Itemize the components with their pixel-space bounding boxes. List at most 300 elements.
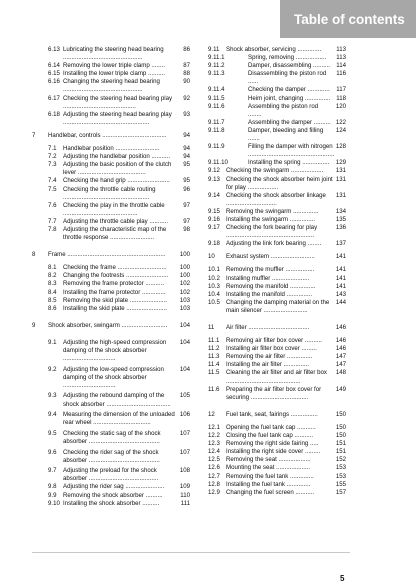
toc-right-column: [208, 46, 346, 497]
toc-entry-title: Removing the lower triple clamp: [63, 62, 150, 70]
toc-entry-number: 7.7: [48, 217, 57, 225]
toc-entry-number: 7.1: [48, 145, 57, 153]
toc-entry[interactable]: [32, 153, 190, 161]
toc-entry-page: 146: [335, 324, 346, 331]
toc-entry[interactable]: [32, 289, 190, 297]
toc-entry-number: 10.2: [208, 274, 220, 282]
toc-entry-page: 134: [335, 207, 346, 215]
toc-entry-number: 10.4: [208, 290, 220, 298]
toc-entry-page: 111: [180, 499, 190, 507]
toc-leader-dots: ......: [248, 78, 259, 86]
toc-entry[interactable]: [208, 432, 346, 440]
toc-entry-title: Adjusting the handlebar position: [63, 153, 150, 161]
toc-entry-page: 124: [335, 126, 346, 134]
toc-entry-title: Installing the shock absorber: [63, 499, 141, 507]
toc-leader-dots: ...........: [151, 153, 171, 161]
header-banner: [280, 0, 416, 38]
toc-entry-title: Removing the seat: [226, 456, 277, 464]
toc-entry-number: 8.6: [48, 304, 57, 312]
toc-entry-title: Preparing the air filter box cover for securing: [226, 385, 322, 401]
toc-entry[interactable]: [32, 111, 190, 127]
toc-entry-title: Checking the hand grip: [63, 177, 126, 185]
toc-entry-number: 11.2: [208, 345, 220, 353]
toc-leader-dots: ......................: [271, 274, 310, 282]
toc-entry-title: Changing the footrests: [63, 272, 125, 280]
toc-entry-page: 147: [335, 361, 346, 369]
toc-entry[interactable]: [32, 264, 190, 272]
toc-entry[interactable]: [32, 322, 190, 330]
toc-entry-title: Adjusting the low-speed compression damping of the shock absorber: [63, 365, 164, 381]
toc-entry[interactable]: [208, 353, 346, 361]
toc-leader-dots: ...............................................: [63, 54, 143, 62]
toc-entry-number: 12.3: [208, 440, 220, 448]
toc-leader-dots: ....................: [276, 464, 311, 472]
toc-entry-page: 141: [335, 266, 346, 274]
toc-entry-title: Installing the right side cover: [226, 448, 304, 456]
toc-leader-dots: ..............: [141, 288, 166, 296]
toc-entry[interactable]: [208, 448, 346, 456]
toc-leader-dots: .........: [304, 448, 321, 456]
toc-entry[interactable]: [208, 266, 346, 274]
toc-entry[interactable]: [208, 253, 346, 261]
toc-leader-dots: ..................: [247, 183, 279, 191]
toc-entry-page: 153: [335, 464, 346, 472]
toc-entry-title: Disassembling the piston rod: [248, 70, 327, 78]
toc-entry-page: 131: [335, 167, 346, 175]
toc-entry-title: Removing the manifold: [226, 282, 289, 290]
toc-entry[interactable]: [208, 386, 346, 402]
toc-entry[interactable]: [32, 78, 190, 94]
toc-entry-page: 141: [335, 282, 346, 290]
toc-leader-dots: ..........................................: [88, 437, 160, 445]
toc-entry-page: 93: [183, 110, 190, 118]
toc-leader-dots: ...............: [286, 353, 313, 361]
toc-entry-page: 95: [183, 177, 190, 185]
toc-entry-page: 136: [335, 224, 346, 232]
toc-entry-page: 97: [183, 217, 190, 225]
toc-entry-number: 12.2: [208, 432, 220, 440]
toc-entry[interactable]: [208, 62, 346, 70]
toc-entry-number: 6.14: [48, 62, 60, 70]
toc-entry-page: 102: [179, 288, 190, 296]
toc-entry-title: Installing the skid plate: [63, 304, 125, 312]
toc-entry-title: Adjusting the rider sag: [63, 483, 124, 491]
toc-left-column: [32, 46, 190, 508]
toc-entry[interactable]: [32, 366, 190, 390]
toc-leader-dots: ........: [248, 110, 262, 118]
toc-entry-page: 110: [180, 491, 190, 499]
toc-entry-title: Heim joint, changing: [248, 94, 304, 102]
toc-entry[interactable]: [208, 324, 346, 332]
toc-entry[interactable]: [208, 464, 346, 472]
toc-leader-dots: ..........: [304, 337, 322, 345]
toc-entry-page: 131: [335, 175, 346, 183]
toc-leader-dots: ...............................: [63, 381, 116, 389]
toc-entry-page: 104: [179, 365, 190, 373]
toc-entry-number: 9.11.6: [208, 102, 225, 110]
toc-entry[interactable]: [208, 299, 346, 315]
toc-entry-page: 146: [335, 337, 346, 345]
toc-leader-dots: ......................: [129, 296, 167, 304]
toc-entry-title: Adjusting the high-speed compression damping of the shock absorber: [63, 338, 167, 354]
toc-entry[interactable]: [32, 449, 190, 465]
toc-entry-number: 12.7: [208, 472, 220, 480]
toc-entry[interactable]: [32, 392, 190, 408]
toc-entry-title: Adjusting the rebound damping of the shock absorber: [63, 392, 165, 408]
toc-entry-title: Damper, disassembling: [248, 62, 312, 70]
toc-entry-number: 9.12: [208, 167, 220, 175]
toc-leader-dots: ................: [302, 159, 330, 167]
toc-entry[interactable]: [208, 176, 346, 192]
toc-entry-page: 107: [179, 448, 190, 456]
toc-entry-page: 114: [336, 62, 346, 70]
toc-entry-number: 7: [32, 131, 36, 139]
toc-entry[interactable]: [208, 337, 346, 345]
toc-entry-title: Opening the fuel tank cap: [226, 423, 296, 431]
toc-entry-page: 157: [335, 488, 346, 496]
toc-entry-page: 88: [183, 70, 190, 78]
toc-entry-title: Damper, bleeding and filling: [248, 126, 324, 134]
footer-divider: [32, 552, 350, 553]
toc-entry-page: 97: [183, 201, 190, 209]
toc-entry-number: 9.11.7: [208, 118, 225, 126]
toc-entry-page: 92: [183, 94, 190, 102]
toc-entry-title: Checking the shock absorber linkage: [226, 191, 326, 199]
toc-entry[interactable]: [32, 251, 190, 259]
toc-entry[interactable]: [208, 473, 346, 481]
toc-entry-number: 9.11.5: [208, 94, 225, 102]
toc-entry-number: 8: [32, 251, 36, 259]
toc-entry[interactable]: [208, 283, 346, 291]
toc-entry-page: 146: [335, 345, 346, 353]
toc-entry-title: Installing the fuel tank: [226, 480, 285, 488]
toc-leader-dots: .............................: [117, 264, 167, 272]
toc-entry-title: Removing the shock absorber: [63, 491, 144, 499]
toc-entry[interactable]: [208, 489, 346, 497]
toc-entry-title: Removing air filter box cover: [226, 337, 304, 345]
toc-entry[interactable]: [208, 208, 346, 216]
toc-leader-dots: ....................................: [248, 324, 310, 331]
toc-leader-dots: ..............: [290, 472, 314, 480]
toc-entry-title: Lubricating the steering head bearing: [63, 46, 164, 53]
page-number: 5: [340, 574, 345, 583]
toc-entry-page: 104: [179, 338, 190, 346]
toc-entry-page: 107: [179, 429, 190, 437]
toc-entry-page: 116: [336, 70, 346, 78]
toc-entry[interactable]: [208, 411, 346, 419]
toc-leader-dots: ...........: [295, 488, 315, 496]
toc-entry[interactable]: [32, 280, 190, 288]
toc-entry[interactable]: [32, 186, 190, 202]
toc-entry-title: Adjusting the preload for the shock absorber: [63, 467, 157, 483]
toc-entry-page: 150: [335, 432, 346, 440]
toc-entry[interactable]: [208, 291, 346, 299]
toc-entry-number: 12.8: [208, 480, 220, 488]
toc-entry-number: 11.6: [208, 385, 220, 393]
toc-entry-title: Checking the steering head bearing play: [63, 94, 173, 102]
toc-leader-dots: ..........................: [270, 253, 315, 261]
toc-entry[interactable]: [208, 424, 346, 432]
toc-entry-title: Checking the frame: [63, 264, 116, 272]
toc-entry-title: Assembling the damper: [248, 118, 313, 126]
toc-entry-title: Handlebar, controls: [48, 131, 101, 139]
toc-entry[interactable]: [32, 132, 190, 140]
toc-entry[interactable]: [32, 483, 190, 491]
toc-entry[interactable]: [208, 54, 346, 62]
toc-entry-number: 6.17: [48, 94, 60, 102]
toc-leader-dots: ........: [151, 62, 165, 70]
toc-leader-dots: ......................................: [106, 400, 171, 408]
toc-entry[interactable]: [32, 297, 190, 305]
toc-leader-dots: ...........................: [121, 321, 168, 329]
toc-entry-page: 152: [335, 456, 346, 464]
toc-entry[interactable]: [32, 46, 190, 62]
toc-entry-number: 9.17: [208, 224, 220, 232]
toc-entry-number: 8.3: [48, 280, 57, 288]
toc-leader-dots: ..........: [145, 491, 163, 499]
toc-entry[interactable]: [208, 86, 346, 94]
toc-entry-number: 7.3: [48, 161, 57, 169]
toc-entry-page: 147: [335, 353, 346, 361]
toc-entry-number: 6.18: [48, 110, 60, 118]
toc-entry-title: Handlebar position: [63, 145, 114, 153]
toc-entry-page: 117: [336, 86, 346, 94]
toc-entry-number: 7.4: [48, 177, 57, 185]
toc-entry-page: 94: [183, 145, 190, 153]
toc-leader-dots: ..............: [286, 480, 311, 488]
toc-leader-dots: ...........................................: [63, 102, 136, 110]
toc-entry[interactable]: [32, 145, 190, 153]
toc-entry-number: 8.2: [48, 272, 57, 280]
toc-entry-number: 6.16: [48, 78, 60, 86]
toc-entry-number: 8.4: [48, 288, 57, 296]
toc-entry-page: 151: [335, 448, 346, 456]
toc-leader-dots: ...............: [304, 94, 331, 102]
toc-leader-dots: ...............: [289, 215, 316, 223]
toc-leader-dots: ..........................: [110, 234, 155, 242]
toc-entry-number: 9.11.10: [208, 159, 228, 167]
toc-entry-title: Adjusting the link fork bearing: [226, 240, 306, 248]
toc-leader-dots: ...............................: [63, 355, 116, 363]
toc-entry[interactable]: [208, 167, 346, 175]
toc-entry[interactable]: [208, 192, 346, 208]
toc-entry-page: 118: [336, 94, 346, 102]
toc-leader-dots: ...............: [286, 290, 313, 298]
toc-entry-number: 9.14: [208, 191, 220, 199]
toc-entry-title: Removing the frame protector: [63, 280, 144, 288]
toc-entry-page: 104: [179, 321, 190, 329]
toc-entry-title: Checking the static sag of the shock absorber: [63, 429, 161, 445]
toc-leader-dots: ...................................................: [63, 193, 150, 201]
toc-entry-title: Closing the fuel tank cap: [226, 432, 293, 440]
toc-entry-number: 9.1: [48, 338, 57, 346]
toc-entry[interactable]: [208, 440, 346, 448]
toc-entry-page: 96: [183, 185, 190, 193]
toc-leader-dots: ..............: [297, 46, 322, 53]
toc-entry-number: 9.10: [48, 499, 60, 507]
toc-entry-page: 144: [335, 298, 346, 306]
toc-entry-page: 86: [183, 46, 190, 53]
toc-entry-page: 148: [335, 369, 346, 377]
toc-entry-number: 12.4: [208, 448, 220, 456]
toc-entry-page: 128: [335, 143, 346, 151]
toc-entry-number: 7.6: [48, 201, 57, 209]
toc-entry-number: 11.3: [208, 353, 220, 361]
toc-entry[interactable]: [208, 103, 346, 119]
toc-entry-title: Measuring the dimension of the unloaded rear wheel: [63, 411, 175, 427]
toc-entry-page: 103: [179, 296, 190, 304]
toc-entry[interactable]: [32, 70, 190, 78]
toc-entry-title: Filling the damper with nitrogen: [248, 143, 333, 151]
toc-entry-page: 87: [183, 62, 190, 70]
toc-entry-page: 143: [335, 290, 346, 298]
toc-leader-dots: ............................................: [63, 209, 138, 217]
toc-entry-number: 11.5: [208, 369, 220, 377]
toc-leader-dots: ............................................: [226, 377, 301, 385]
toc-entry[interactable]: [32, 226, 190, 242]
toc-entry-title: Frame: [48, 251, 66, 259]
toc-entry[interactable]: [32, 492, 190, 500]
toc-leader-dots: ...................: [278, 456, 311, 464]
toc-entry[interactable]: [208, 159, 346, 167]
toc-entry[interactable]: [208, 224, 346, 240]
toc-entry[interactable]: [208, 46, 346, 54]
toc-entry-title: Assembling the piston rod: [248, 102, 319, 110]
toc-entry[interactable]: [208, 143, 346, 159]
toc-entry-title: Adjusting the steering head bearing play: [63, 110, 172, 118]
toc-entry[interactable]: [32, 500, 190, 508]
toc-entry[interactable]: [208, 369, 346, 385]
toc-entry-title: Exhaust system: [226, 253, 270, 261]
toc-entry-number: 9.9: [48, 491, 57, 499]
toc-leader-dots: ..........: [142, 499, 160, 507]
toc-entry-number: 9.11.1: [208, 54, 225, 62]
toc-entry-number: 10.3: [208, 282, 220, 290]
toc-entry-title: Cleaning the air filter and air filter box: [226, 369, 327, 377]
toc-entry-number: 9.6: [48, 448, 57, 456]
toc-entry-number: 7.5: [48, 185, 57, 193]
toc-entry-page: 150: [335, 423, 346, 431]
page-title: Table of contents: [294, 12, 405, 27]
toc-entry[interactable]: [208, 216, 346, 224]
toc-entry-title: Removing the swingarm: [226, 207, 292, 215]
toc-entry-number: 6.13: [48, 46, 60, 53]
toc-entry-page: 94: [183, 153, 190, 161]
toc-entry[interactable]: [32, 305, 190, 313]
toc-entry-title: Removing the skid plate: [63, 296, 129, 304]
toc-entry[interactable]: [32, 177, 190, 185]
toc-entry[interactable]: [208, 240, 346, 248]
toc-entry[interactable]: [208, 345, 346, 353]
toc-leader-dots: ...............: [293, 207, 319, 215]
toc-entry[interactable]: [32, 467, 190, 483]
toc-entry-page: 100: [179, 251, 190, 259]
toc-entry[interactable]: [208, 456, 346, 464]
toc-entry-page: 129: [335, 159, 346, 167]
toc-entry-number: 9: [32, 321, 36, 329]
toc-entry-number: 9.15: [208, 207, 220, 215]
toc-entry-title: Installing muffler: [226, 274, 271, 282]
toc-entry-page: 100: [179, 264, 190, 272]
toc-entry-number: 9.16: [208, 215, 220, 223]
toc-leader-dots: ...............: [283, 361, 309, 369]
toc-entry-title: Changing the steering head bearing: [63, 78, 160, 86]
toc-entry-number: 11.1: [208, 337, 220, 345]
toc-entry-page: 153: [335, 472, 346, 480]
toc-leader-dots: .....: [310, 440, 319, 448]
toc-entry[interactable]: [32, 218, 190, 226]
toc-entry[interactable]: [32, 430, 190, 446]
toc-entry-title: Installing the frame protector: [63, 288, 141, 296]
toc-entry[interactable]: [32, 339, 190, 363]
toc-entry[interactable]: [208, 95, 346, 103]
toc-entry-number: 11.4: [208, 361, 220, 369]
toc-entry-page: 120: [335, 102, 346, 110]
toc-entry[interactable]: [208, 119, 346, 127]
toc-entry-title: Installing the swingarm: [226, 215, 288, 223]
toc-entry-page: 141: [335, 274, 346, 282]
toc-entry[interactable]: [32, 62, 190, 70]
toc-entry[interactable]: [208, 127, 346, 143]
toc-entry-title: Changing the damping material on the main silencer: [226, 298, 330, 314]
toc-leader-dots: ................: [290, 410, 318, 418]
toc-entry[interactable]: [208, 70, 346, 86]
toc-entry[interactable]: [208, 481, 346, 489]
toc-leader-dots: ...................: [291, 167, 324, 175]
toc-leader-dots: ...........: [145, 280, 164, 288]
toc-leader-dots: .........................: [126, 272, 169, 280]
toc-entry-number: 9.8: [48, 483, 57, 491]
toc-entry-number: 10.1: [208, 266, 220, 274]
toc-leader-dots: ...................................................: [63, 118, 150, 126]
toc-entry-page: 106: [179, 411, 190, 419]
toc-entry-title: Checking the shock absorber heim joint for play: [226, 175, 333, 191]
toc-entry[interactable]: [32, 272, 190, 280]
toc-entry-title: Installing the spring: [248, 159, 301, 167]
toc-entry-number: 7.8: [48, 225, 57, 233]
toc-leader-dots: ..........: [148, 70, 165, 78]
toc-entry-title: Shock absorber, swingarm: [48, 321, 120, 329]
toc-entry[interactable]: [32, 202, 190, 218]
toc-leader-dots: .................: [285, 266, 315, 274]
toc-entry-title: Checking the swingarm: [226, 167, 290, 175]
toc-entry[interactable]: [208, 361, 346, 369]
toc-leader-dots: ...............: [290, 282, 316, 290]
toc-entry-page: 113: [336, 46, 346, 53]
toc-entry[interactable]: [208, 275, 346, 283]
toc-entry-title: Checking the damper: [248, 86, 306, 94]
toc-entry[interactable]: [32, 95, 190, 111]
toc-entry-page: 151: [335, 440, 346, 448]
toc-leader-dots: ..................................: [93, 419, 151, 427]
toc-leader-dots: .........................: [127, 177, 170, 185]
toc-entry-number: 12.9: [208, 488, 220, 496]
toc-entry-title: Adjusting the throttle cable play: [63, 217, 148, 225]
toc-entry-title: Checking the throttle cable routing: [63, 185, 156, 193]
toc-leader-dots: .......: [248, 135, 260, 143]
toc-entry-title: Air filter: [226, 324, 247, 331]
toc-entry-page: 100: [179, 272, 190, 280]
toc-leader-dots: ...........: [149, 217, 169, 225]
toc-leader-dots: ........: [307, 240, 322, 248]
toc-entry-number: 9.4: [48, 411, 57, 419]
toc-entry-title: Installing the air filter: [226, 361, 282, 369]
toc-entry[interactable]: [32, 161, 190, 177]
toc-entry-number: 9.7: [48, 467, 57, 475]
toc-entry-number: 10.5: [208, 298, 220, 306]
toc-leader-dots: ...............................................: [63, 86, 143, 94]
toc-entry[interactable]: [32, 411, 190, 427]
